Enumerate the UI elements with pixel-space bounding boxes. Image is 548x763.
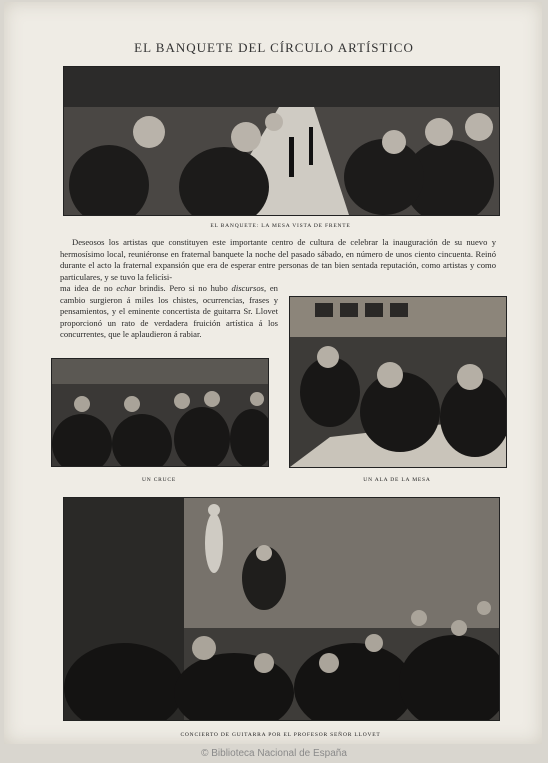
text-part-a: ma idea de no [60,283,117,293]
text-part-c: , en cambio surgieron á miles los chistes, ocurrencias, frases y pensamientos, y el eminente concertista de guitarra Sr. Llovet proporcionó un rato de verdadera fruición artística á los concurrentes, que le aplaudieron á rabiar. [60,283,278,339]
library-watermark: © Biblioteca Nacional de España [201,748,347,759]
text-part-b: brindis. Pero si no hubo [135,283,232,293]
page-title: EL BANQUETE DEL CÍRCULO ARTÍSTICO [134,40,414,55]
guitar-concert-photo [63,497,500,721]
crossing-photo [51,358,269,467]
text-italic-discursos: discursos [231,283,264,293]
banquet-front-photo [63,66,500,216]
right-photo-caption: UN ALA DE LA MESA [363,477,431,483]
top-photo-caption: EL BANQUETE: LA MESA VISTA DE FRENTE [210,223,351,229]
article-paragraph-continued [60,283,278,341]
bottom-photo-caption: CONCIERTO DE GUITARRA POR EL PROFESOR SEÑOR LLOVET [180,732,381,738]
left-photo-caption: UN CRUCE [141,477,177,483]
text-italic-echar: echar [116,283,136,293]
table-wing-photo [289,296,507,468]
article-paragraph: Deseosos los artistas que constituyen este importante centro de cultura de celebrar la inauguración de su nuevo y hermosísimo local, reuniéronse en fraternal banquete la noche del pasado sábado, en número de unos ciento cincuenta. Reinó durante el acto la fraternal expansión que era de esperar entre personas de tan bien sentada reputación, como artistas y como particulares, y se tuvo la felicísi- [60,237,496,282]
